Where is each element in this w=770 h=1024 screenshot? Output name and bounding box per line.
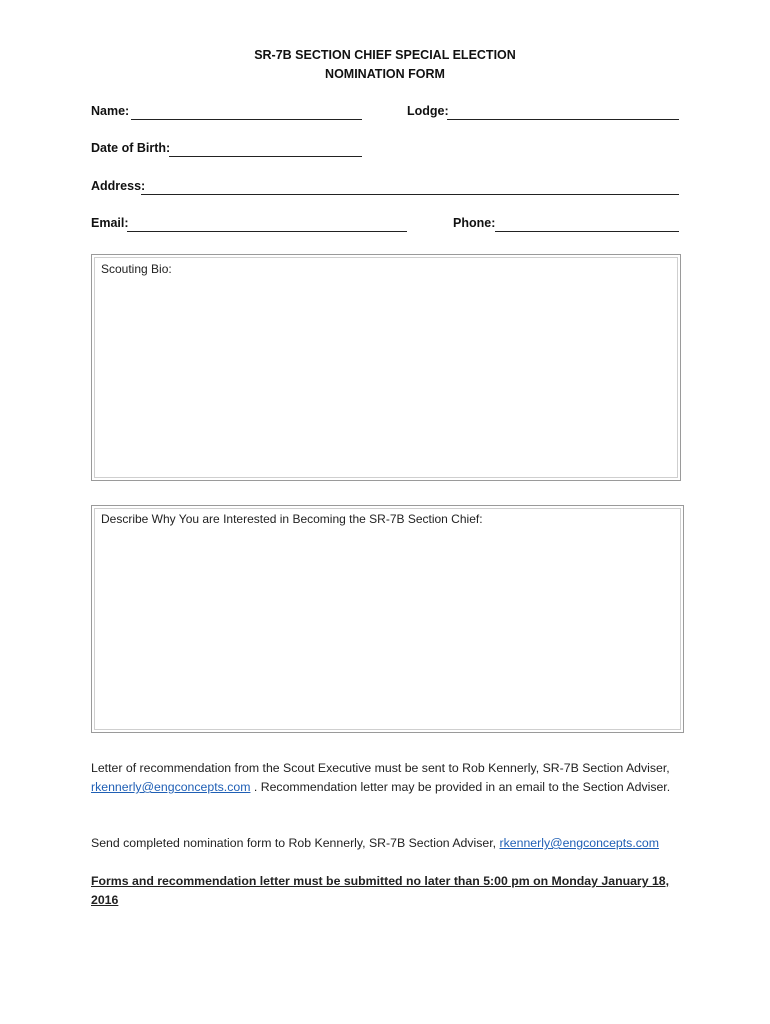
lodge-label: Lodge: xyxy=(407,104,449,118)
deadline-notice: Forms and recommendation letter must be submitted no later than 5:00 pm on Monday January 18, 2016 xyxy=(91,874,670,907)
scouting-bio-label: Scouting Bio: xyxy=(101,262,172,276)
email-label: Email: xyxy=(91,216,129,230)
send-text: Send completed nomination form to Rob Kennerly, SR-7B Section Adviser, xyxy=(91,836,500,850)
dob-label: Date of Birth: xyxy=(91,141,171,155)
phone-field[interactable] xyxy=(495,231,679,232)
name-field[interactable] xyxy=(131,119,362,120)
scouting-bio-box[interactable] xyxy=(91,254,681,481)
dob-field[interactable] xyxy=(169,156,362,157)
recommendation-text-b: . Recommendation letter may be provided in an email to the Section Adviser. xyxy=(250,780,671,794)
email-field[interactable] xyxy=(127,231,407,232)
recommendation-email-link[interactable]: rkennerly@engconcepts.com xyxy=(91,780,251,794)
phone-label: Phone: xyxy=(453,216,496,230)
send-email-link[interactable]: rkennerly@engconcepts.com xyxy=(499,836,659,850)
form-title-line1: SR-7B SECTION CHIEF SPECIAL ELECTION xyxy=(254,48,516,62)
interest-box[interactable] xyxy=(91,505,684,733)
address-field[interactable] xyxy=(141,194,679,195)
recommendation-text-a: Letter of recommendation from the Scout Executive must be sent to Rob Kennerly, SR-7B Section Adviser, xyxy=(91,761,670,775)
name-label: Name: xyxy=(91,104,130,118)
interest-label: Describe Why You are Interested in Becoming the SR-7B Section Chief: xyxy=(101,512,483,526)
lodge-field[interactable] xyxy=(447,119,679,120)
form-title-line2: NOMINATION FORM xyxy=(325,67,445,81)
address-label: Address: xyxy=(91,179,146,193)
send-paragraph xyxy=(91,834,691,853)
recommendation-paragraph xyxy=(91,759,691,797)
